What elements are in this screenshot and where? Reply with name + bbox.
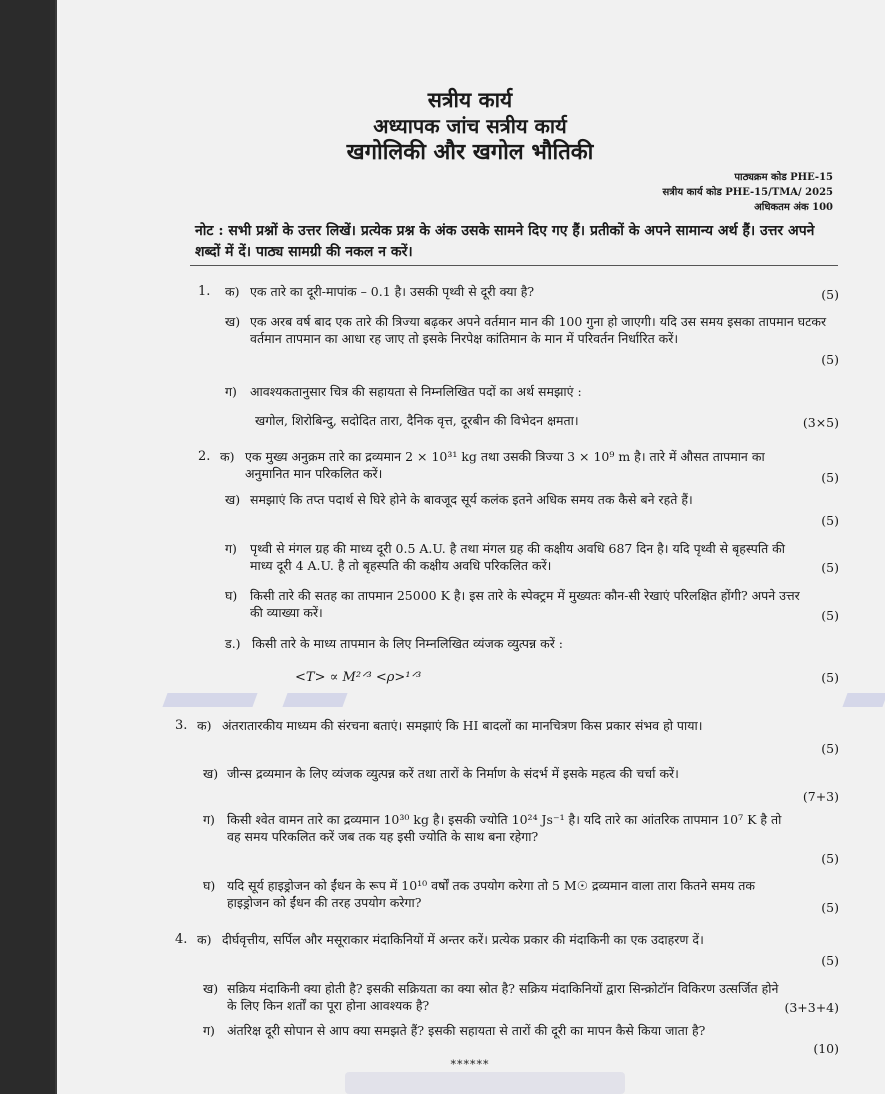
part-label: ग) xyxy=(225,541,237,556)
question-text: एक अरब वर्ष बाद एक तारे की त्रिज्या बढ़कर अपने वर्तमान मान की 100 गुना हो जाएगी। यदि उस समय इसका तापमान घटकर वर्तमान तापमान का आधा रह जाए तो इसके निरपेक्ष कांतिमान के मान में परिवर्तन निर्धारित करें। xyxy=(250,314,827,346)
part-label: घ) xyxy=(225,588,238,603)
watermark-logo xyxy=(345,1072,625,1094)
question-text: यदि सूर्य हाइड्रोजन को ईंधन के रूप में 10¹⁰ वर्षों तक उपयोग करेगा तो 5 M☉ द्रव्यमान वाला तारा कितने समय तक हाइड्रोजन को ईंधन की तरह उपयोग करेगा? xyxy=(227,878,755,910)
marks: (5) xyxy=(821,513,839,528)
course-code: पाठ्यक्रम कोड PHE-15 xyxy=(734,172,833,183)
marks: (5) xyxy=(821,560,839,575)
marks: (7+3) xyxy=(802,789,839,804)
question-text: आवश्यकतानुसार चित्र की सहायता से निम्नलिखित पदों का अर्थ समझाएं : xyxy=(250,384,582,399)
instructions-note: नोट : सभी प्रश्नों के उत्तर लिखें। प्रत्येक प्रश्न के अंक उसके सामने दिए गए हैं। प्रतीकों के अपने सामान्य अर्थ हैं। उत्तर अपने शब्दों में दें। पाठ्य सामग्री की नकल न करें। xyxy=(195,223,815,260)
part-label: घ) xyxy=(203,878,216,893)
question-text: एक मुख्य अनुक्रम तारे का द्रव्यमान 2 × 10³¹ kg तथा उसकी त्रिज्या 3 × 10⁹ m है। तारे में औसत तापमान का अनुमानित मान परिकलित करें। xyxy=(245,449,765,481)
watermark-stripe xyxy=(282,693,347,707)
part-label: ख) xyxy=(225,492,241,507)
document-page xyxy=(55,0,885,1094)
part-label: ग) xyxy=(225,384,237,399)
formula: <T> ∝ M²ᐟ³ <ρ>¹ᐟ³ xyxy=(295,670,422,685)
part-label: ड.) xyxy=(225,636,241,651)
question-number: 4. xyxy=(175,932,188,947)
course-title: खगोलिकी और खगोल भौतिकी xyxy=(346,139,594,165)
part-label: क) xyxy=(220,449,235,464)
question-text: अंतरातारकीय माध्यम की संरचना बताएं। समझाएं कि HI बादलों का मानचित्रण किस प्रकार संभव हो पाया। xyxy=(222,718,703,733)
question-text: एक तारे का दूरी-मापांक – 0.1 है। उसकी पृथ्वी से दूरी क्या है? xyxy=(250,284,535,299)
question-text-terms: खगोल, शिरोबिन्दु, सदोदित तारा, दैनिक वृत्त, दूरबीन की विभेदन क्षमता। xyxy=(255,413,579,428)
question-text: जीन्स द्रव्यमान के लिए व्यंजक व्युत्पन्न करें तथा तारों के निर्माण के संदर्भ में इसके महत्व की चर्चा करें। xyxy=(227,766,679,781)
marks: (5) xyxy=(821,900,839,915)
page-title: सत्रीय कार्य xyxy=(427,87,513,112)
max-marks: अधिकतम अंक 100 xyxy=(754,202,833,213)
marks: (5) xyxy=(821,608,839,623)
marks: (5) xyxy=(821,741,839,756)
question-text: दीर्घवृत्तीय, सर्पिल और मसूराकार मंदाकिनियों में अन्तर करें। प्रत्येक प्रकार की मंदाकिनी का एक उदाहरण दें। xyxy=(222,932,704,947)
part-label: ख) xyxy=(203,766,219,781)
part-label: ग) xyxy=(203,812,215,827)
marks: (5) xyxy=(821,670,839,685)
divider xyxy=(190,265,838,266)
part-label: क) xyxy=(197,718,212,733)
end-marker: ****** xyxy=(450,1058,490,1071)
marks: (5) xyxy=(821,953,839,968)
question-number: 2. xyxy=(198,449,211,464)
question-text: पृथ्वी से मंगल ग्रह की माध्य दूरी 0.5 A.U. है तथा मंगल ग्रह की कक्षीय अवधि 687 दिन है। यदि पृथ्वी से बृहस्पति की माध्य दूरी 4 A.U. है तो बृहस्पति की कक्षीय अवधि परिकलित करें। xyxy=(250,541,786,573)
question-text: किसी श्वेत वामन तारे का द्रव्यमान 10³⁰ kg है। इसकी ज्योति 10²⁴ Js⁻¹ है। यदि तारे का आंतरिक तापमान 10⁷ K है तो वह समय परिकलित करें जब तक यह इसी ज्योति के साथ बना रहेगा? xyxy=(227,812,782,844)
part-label: क) xyxy=(225,284,240,299)
marks: (10) xyxy=(813,1041,839,1056)
page-subtitle: अध्यापक जांच सत्रीय कार्य xyxy=(373,114,567,138)
part-label: ख) xyxy=(203,981,219,996)
watermark-stripe xyxy=(842,693,885,707)
marks: (5) xyxy=(821,352,839,367)
assignment-code: सत्रीय कार्य कोड PHE-15/TMA/ 2025 xyxy=(662,187,833,198)
question-text: समझाएं कि तप्त पदार्थ से घिरे होने के बावजूद सूर्य कलंक इतने अधिक समय तक कैसे बने रहते हैं। xyxy=(250,492,693,507)
question-number: 3. xyxy=(175,718,188,733)
part-label: ग) xyxy=(203,1023,215,1038)
question-text: किसी तारे के माध्य तापमान के लिए निम्नलिखित व्यंजक व्युत्पन्न करें : xyxy=(252,636,564,651)
part-label: क) xyxy=(197,932,212,947)
question-text: अंतरिक्ष दूरी सोपान से आप क्या समझते हैं? इसकी सहायता से तारों की दूरी का मापन कैसे किया जाता है? xyxy=(227,1023,706,1038)
marks: (5) xyxy=(821,287,839,302)
marks: (5) xyxy=(821,851,839,866)
question-number: 1. xyxy=(198,284,211,299)
watermark-stripe xyxy=(162,693,257,707)
marks: (5) xyxy=(821,470,839,485)
question-text: किसी तारे की सतह का तापमान 25000 K है। इस तारे के स्पेक्ट्रम में मुख्यतः कौन-सी रेखाएं परिलक्षित होंगी? अपने उत्तर की व्याख्या करें। xyxy=(250,588,800,620)
marks: (3×5) xyxy=(802,415,839,430)
marks: (3+3+4) xyxy=(784,1000,839,1015)
part-label: ख) xyxy=(225,314,241,329)
question-text: सक्रिय मंदाकिनी क्या होती है? इसकी सक्रियता का क्या स्रोत है? सक्रिय मंदाकिनियों द्वारा सिन्क्रोटॉन विकिरण उत्सर्जित होने के लिए किन शर्तों का पूरा होना आवश्यक है? xyxy=(227,981,779,1013)
